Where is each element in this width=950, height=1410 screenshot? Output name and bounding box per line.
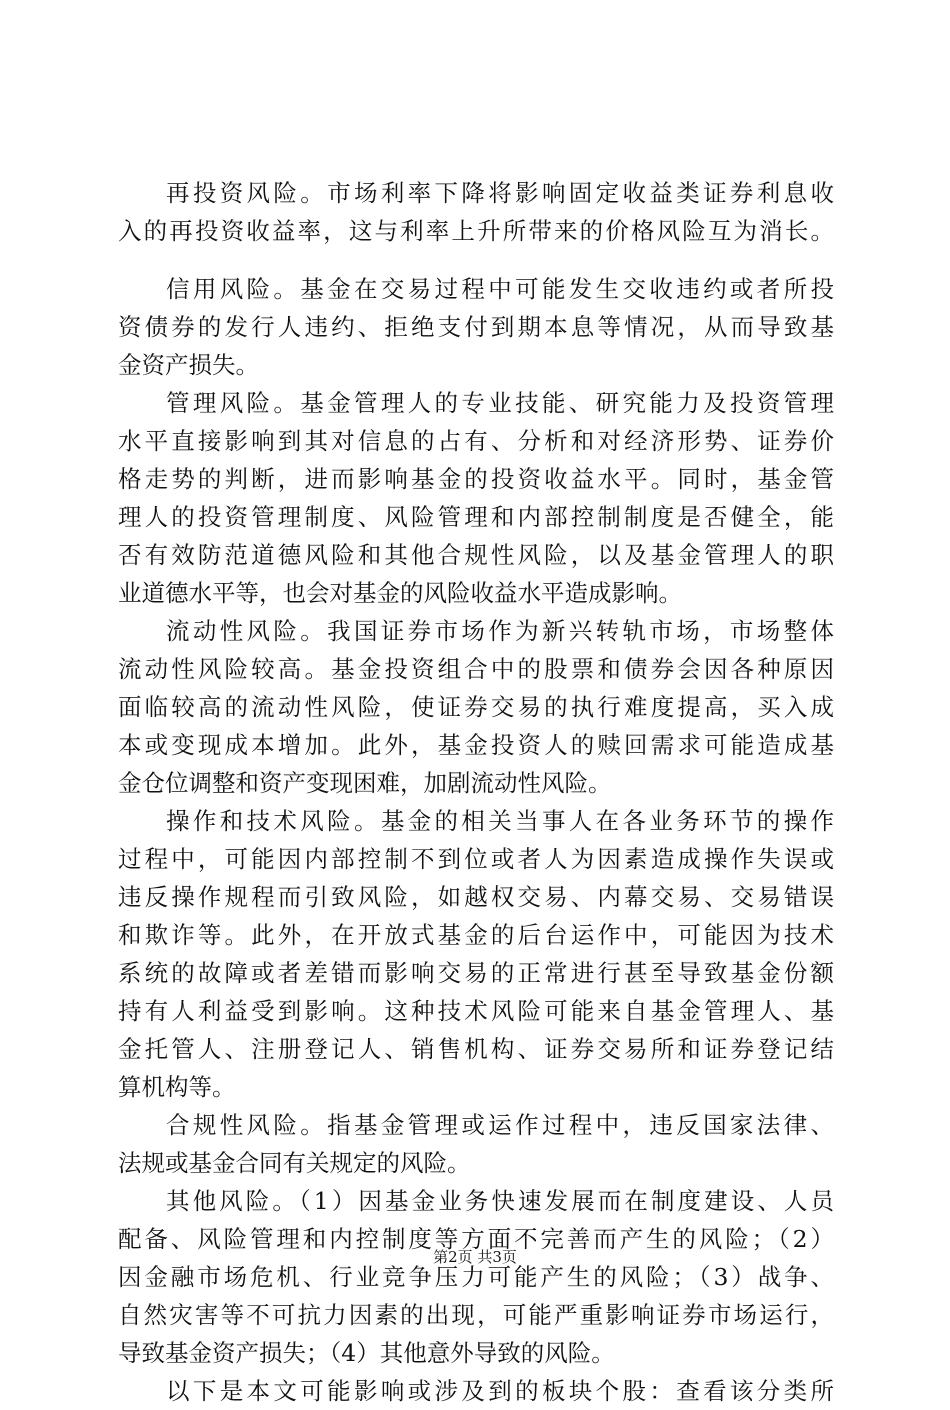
text-line: 面临较高的流动性风险，使证券交易的执行难度提高，买入成 — [118, 693, 834, 721]
text-line: 水平直接影响到其对信息的占有、分析和对经济形势、证券价 — [118, 427, 834, 455]
paragraph-credit-risk — [118, 270, 834, 384]
text-line: 过程中，可能因内部控制不到位或者人为因素造成操作失误或 — [118, 845, 834, 873]
text-line: 入的再投资收益率，这与利率上升所带来的价格风险互为消长。 — [118, 217, 834, 245]
text-line: 其他风险。（1）因基金业务快速发展而在制度建设、人员 — [166, 1187, 834, 1215]
text-line: 和欺诈等。此外，在开放式基金的后台运作中，可能因为技术 — [118, 921, 834, 949]
text-line: 否有效防范道德风险和其他合规性风险，以及基金管理人的职 — [118, 541, 834, 569]
paragraph-reinvestment-risk — [118, 174, 834, 250]
text-line: 金仓位调整和资产变现困难，加剧流动性风险。 — [118, 769, 612, 797]
text-line: 违反操作规程而引致风险，如越权交易、内幕交易、交易错误 — [118, 883, 834, 911]
text-line: 持有人利益受到影响。这种技术风险可能来自基金管理人、基 — [118, 997, 834, 1025]
text-line: 资债券的发行人违约、拒绝支付到期本息等情况，从而导致基 — [118, 313, 834, 341]
text-line: 业道德水平等，也会对基金的风险收益水平造成影响。 — [118, 579, 682, 607]
text-line: 以下是本文可能影响或涉及到的板块个股：查看该分类所 — [166, 1377, 834, 1405]
page-footer: 第2页 共3页 — [433, 1248, 517, 1266]
paragraph-compliance-risk — [118, 1106, 834, 1182]
text-line: 流动性风险。我国证券市场作为新兴转轨市场，市场整体 — [166, 617, 834, 645]
text-line: 合规性风险。指基金管理或运作过程中，违反国家法律、 — [166, 1111, 834, 1139]
text-line: 格走势的判断，进而影响基金的投资收益水平。同时，基金管 — [118, 465, 834, 493]
paragraph-related-stocks — [118, 1372, 834, 1410]
text-line: 系统的故障或者差错而影响交易的正常进行甚至导致基金份额 — [118, 959, 834, 987]
document-body — [118, 174, 834, 1410]
text-line: 管理风险。基金管理人的专业技能、研究能力及投资管理 — [166, 389, 834, 417]
text-line: 配备、风险管理和内控制度等方面不完善而产生的风险；（2） — [118, 1225, 834, 1253]
paragraph-management-risk — [118, 384, 834, 612]
text-line: 信用风险。基金在交易过程中可能发生交收违约或者所投 — [166, 275, 834, 303]
text-line: 导致基金资产损失；（4）其他意外导致的风险。 — [118, 1339, 615, 1367]
paragraph-operational-risk — [118, 802, 834, 1106]
text-line: 金资产损失。 — [118, 351, 259, 379]
text-line: 算机构等。 — [118, 1073, 236, 1101]
text-line: 本或变现成本增加。此外，基金投资人的赎回需求可能造成基 — [118, 731, 834, 759]
text-line: 自然灾害等不可抗力因素的出现，可能严重影响证券市场运行， — [118, 1301, 834, 1329]
text-line: 金托管人、注册登记人、销售机构、证券交易所和证券登记结 — [118, 1035, 834, 1063]
text-line: 因金融市场危机、行业竞争压力可能产生的风险；（3）战争、 — [118, 1263, 834, 1291]
text-line: 流动性风险较高。基金投资组合中的股票和债券会因各种原因 — [118, 655, 834, 683]
paragraph-liquidity-risk — [118, 612, 834, 802]
text-line: 操作和技术风险。基金的相关当事人在各业务环节的操作 — [166, 807, 834, 835]
text-line: 再投资风险。市场利率下降将影响固定收益类证券利息收 — [166, 179, 834, 207]
text-line: 理人的投资管理制度、风险管理和内部控制制度是否健全，能 — [118, 503, 834, 531]
text-line: 法规或基金合同有关规定的风险。 — [118, 1149, 471, 1177]
